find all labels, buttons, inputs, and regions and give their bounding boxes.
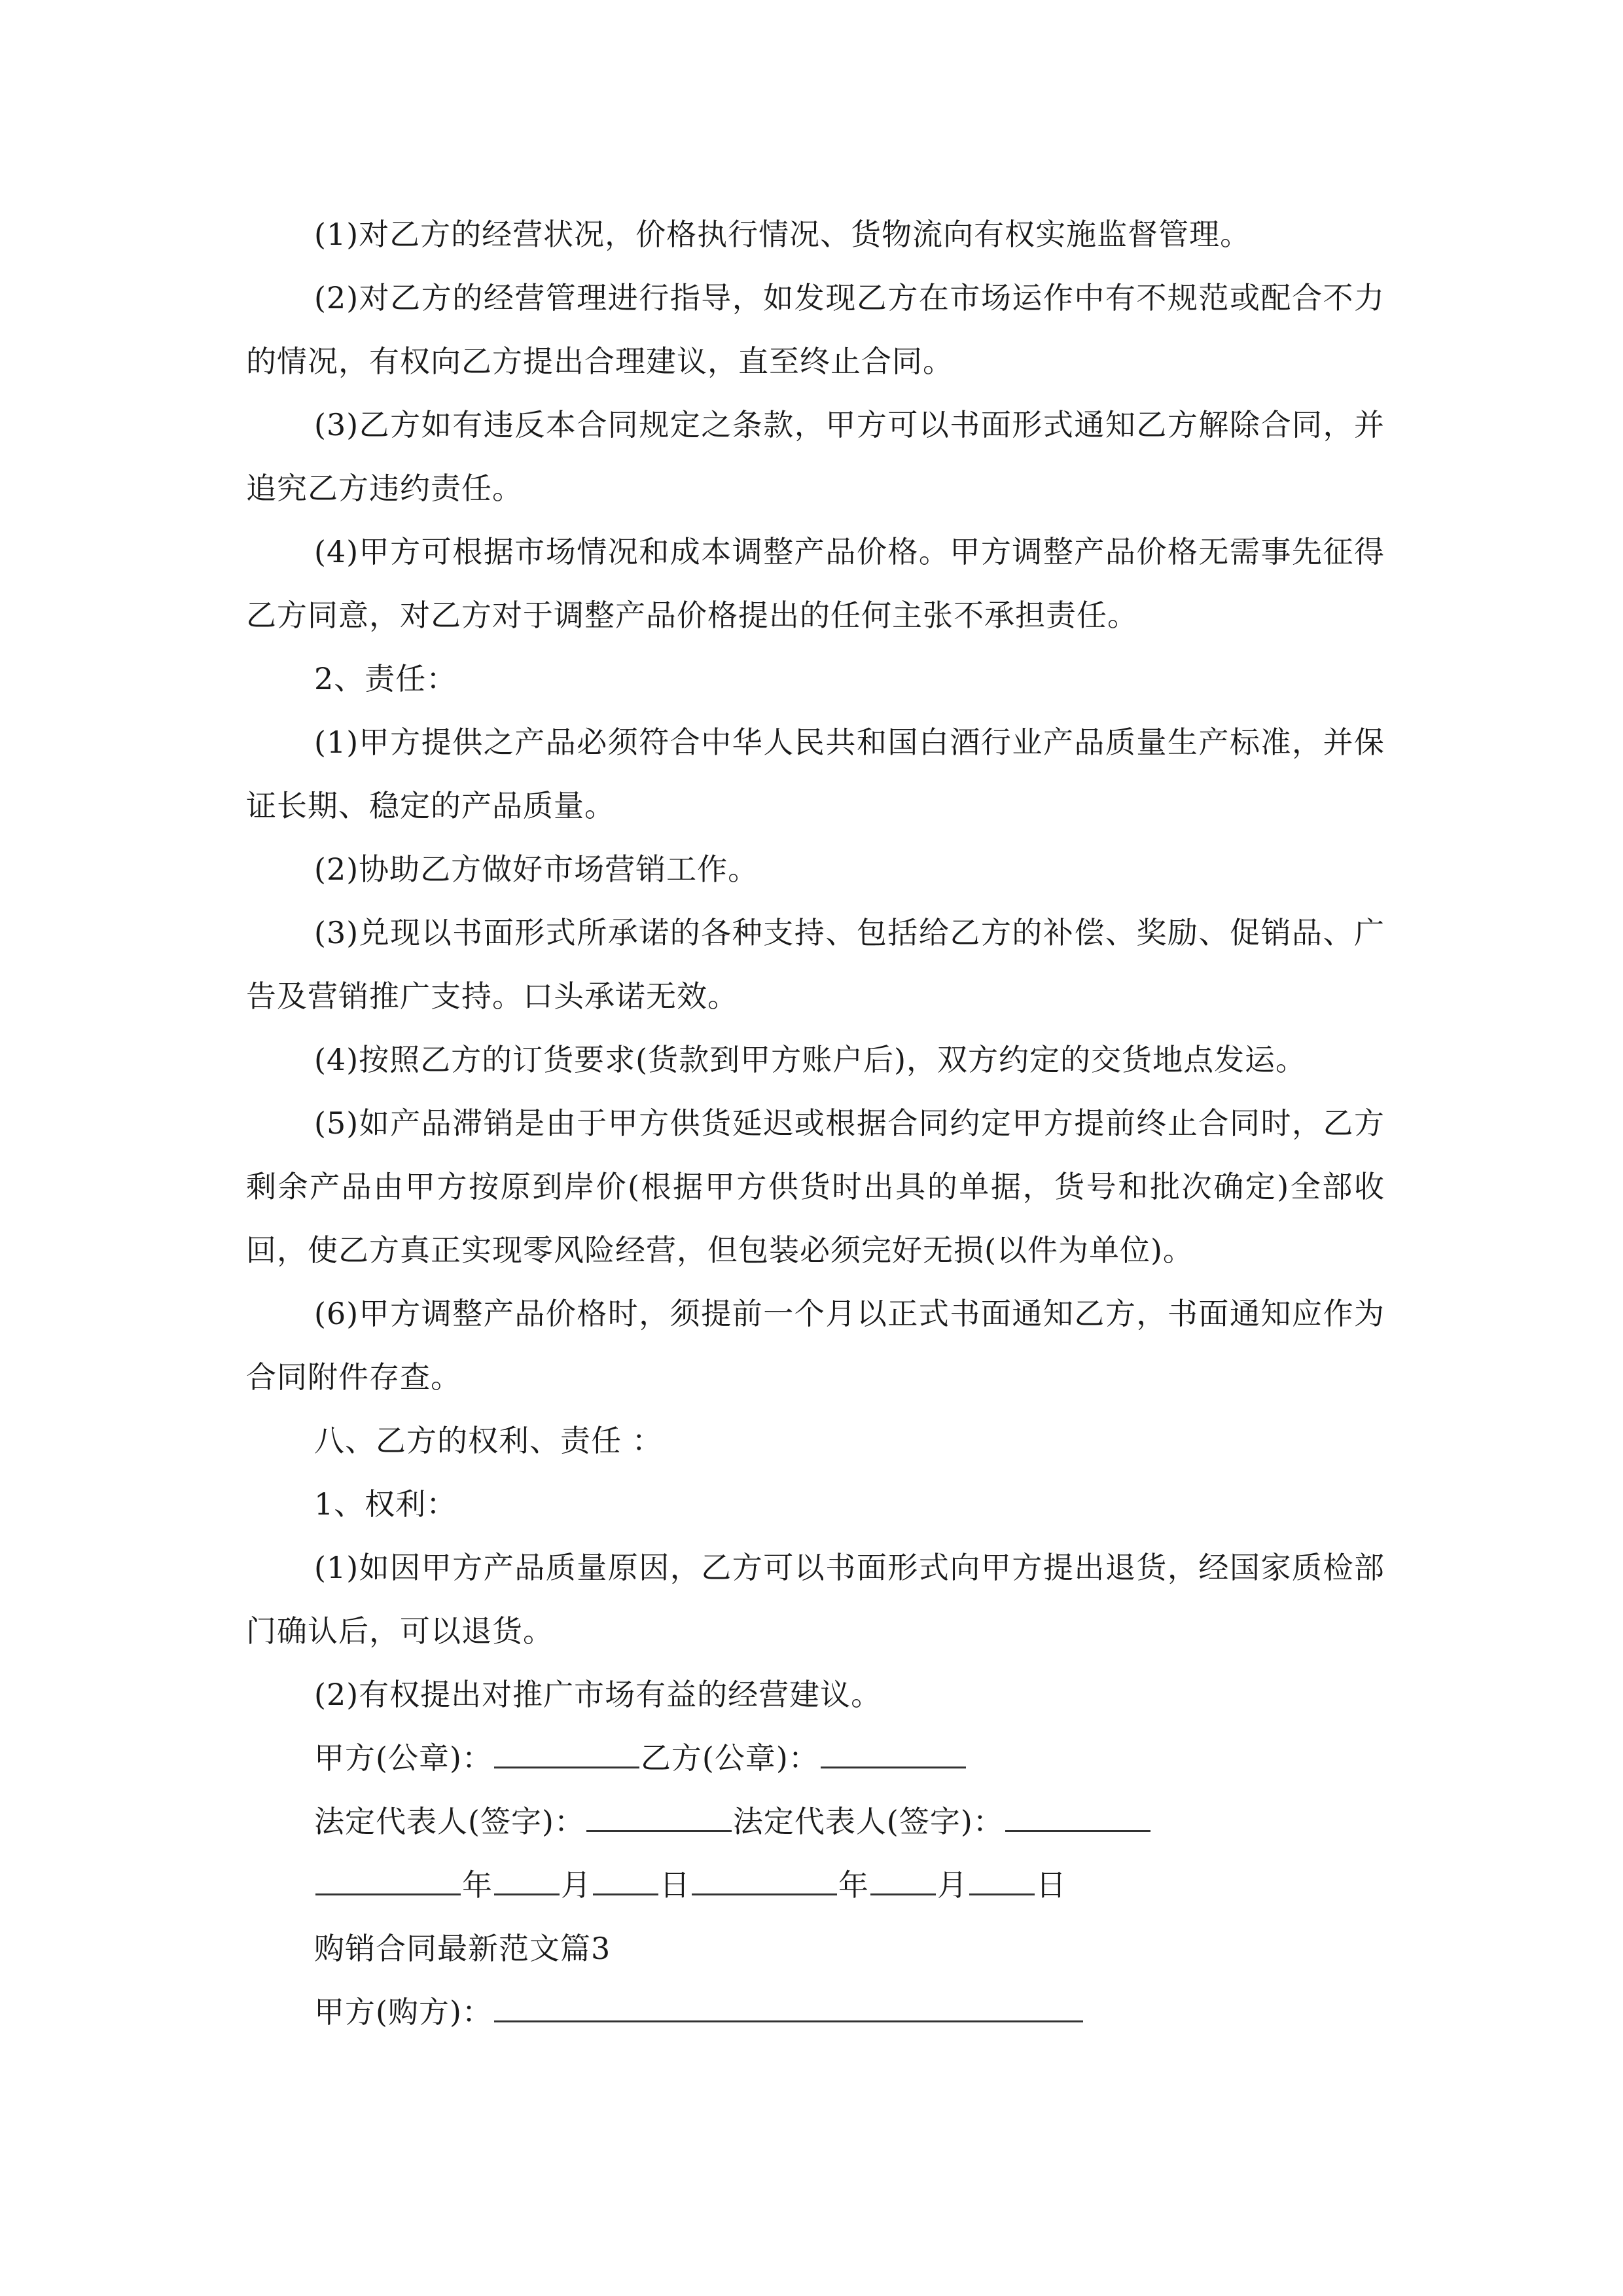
representative-line [246,1790,1385,1854]
paragraph: (4)甲方可根据市场情况和成本调整产品价格。甲方调整产品价格无需事先征得乙方同意，对乙方对于调整产品价格提出的任何主张不承担责任。 [246,534,1385,633]
month-label: 月 [561,1867,592,1903]
paragraph: (2)对乙方的经营管理进行指导，如发现乙方在市场运作中有不规范或配合不力的情况，有权向乙方提出合理建议，直至终止合同。 [246,280,1385,379]
next-section-title: 购销合同最新范文篇3 [314,1931,611,1966]
paragraph: (6)甲方调整产品价格时，须提前一个月以正式书面通知乙方，书面通知应作为合同附件存查。 [246,1296,1385,1395]
month-b-blank[interactable] [870,1867,936,1895]
section-heading: 1、权利： [314,1486,457,1522]
paragraph: (1)如因甲方产品质量原因，乙方可以书面形式向甲方提出退货，经国家质检部门确认后，可以退货。 [246,1550,1385,1649]
month-a-blank[interactable] [494,1867,560,1895]
rep-a-label: 法定代表人(签字)： [314,1804,585,1839]
paragraph: (1)对乙方的经营状况，价格执行情况、货物流向有权实施监督管理。 [314,217,1251,252]
day-label: 日 [1036,1867,1067,1903]
year-label: 年 [838,1867,869,1903]
rep-b-blank[interactable] [1005,1804,1150,1832]
paragraph: (1)甲方提供之产品必须符合中华人民共和国白酒行业产品质量生产标准，并保证长期、稳定的产品质量。 [246,725,1385,823]
buyer-line [246,1981,1385,2044]
year-label: 年 [462,1867,493,1903]
date-line [246,1854,1385,1917]
rep-a-blank[interactable] [586,1804,732,1832]
year-a-blank[interactable] [315,1867,461,1895]
seal-line [246,1727,1385,1790]
party-a-seal-label: 甲方(公章)： [314,1740,493,1776]
paragraph: (2)协助乙方做好市场营销工作。 [314,852,759,887]
paragraph: (4)按照乙方的订货要求(货款到甲方账户后)，双方约定的交货地点发运。 [314,1042,1307,1077]
party-b-seal-blank[interactable] [821,1740,966,1768]
paragraph: (3)乙方如有违反本合同规定之条款，甲方可以书面形式通知乙方解除合同，并追究乙方违约责任。 [246,407,1385,506]
section-heading: 2、责任： [314,661,457,696]
paragraph: (2)有权提出对推广市场有益的经营建议。 [314,1677,882,1712]
buyer-blank[interactable] [494,1994,1083,2022]
buyer-label: 甲方(购方)： [314,1994,493,2030]
month-label: 月 [937,1867,968,1903]
day-a-blank[interactable] [593,1867,658,1895]
paragraph: (3)兑现以书面形式所承诺的各种支持、包括给乙方的补偿、奖励、促销品、广告及营销推广支持。口头承诺无效。 [246,915,1385,1014]
rep-b-label: 法定代表人(签字)： [732,1804,1004,1839]
year-b-blank[interactable] [692,1867,837,1895]
paragraph: (5)如产品滞销是由于甲方供货延迟或根据合同约定甲方提前终止合同时，乙方剩余产品由甲方按原到岸价(根据甲方供货时出具的单据，货号和批次确定)全部收回，使乙方真正实现零风险经营，但包装必须完好无损(以件为单位)。 [246,1105,1385,1268]
day-b-blank[interactable] [969,1867,1035,1895]
document-page [246,203,1385,2044]
party-b-seal-label: 乙方(公章)： [640,1740,819,1776]
party-a-seal-blank[interactable] [494,1740,639,1768]
day-label: 日 [660,1867,690,1903]
section-heading: 八、乙方的权利、责任 ： [314,1423,663,1458]
